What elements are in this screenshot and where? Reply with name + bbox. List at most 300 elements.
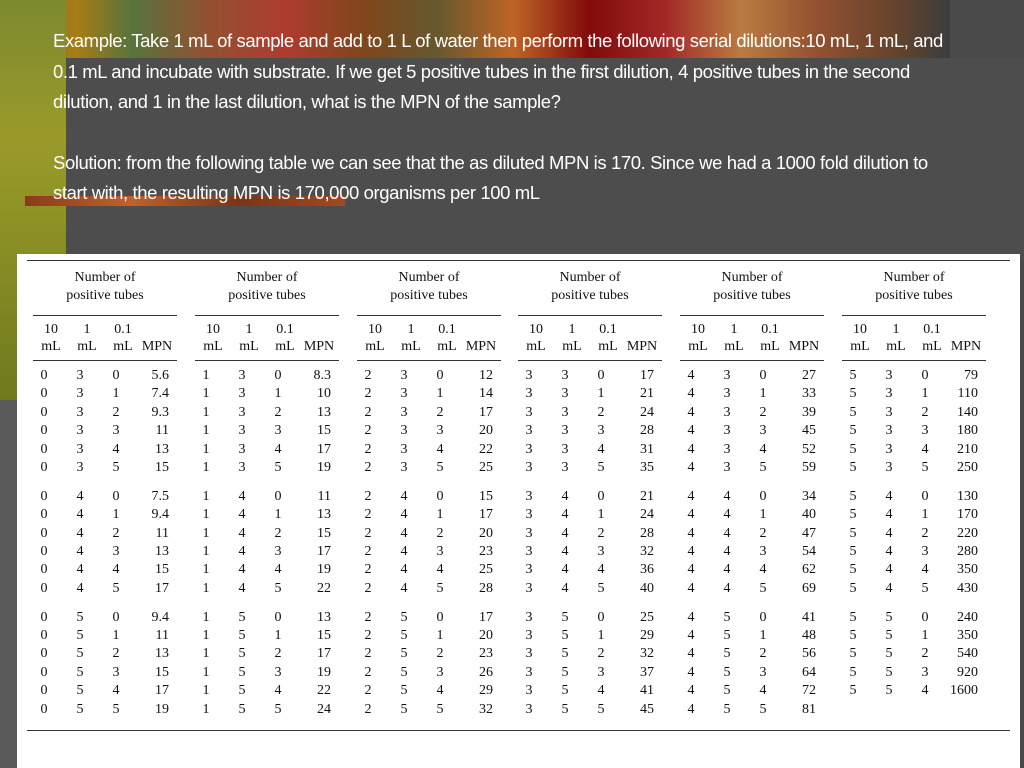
table-row [838, 441, 990, 459]
mpn-value: 7.5 [151, 488, 169, 504]
column-header-line2: mL [688, 339, 708, 354]
table-row [514, 543, 666, 561]
tube-count: 1 [202, 628, 210, 644]
tube-count: 3 [759, 544, 767, 560]
tube-count: 5 [561, 609, 569, 625]
mpn-value: 62 [802, 562, 816, 578]
tube-count: 5 [723, 683, 731, 699]
group-header [29, 264, 181, 309]
tube-count: 0 [274, 368, 282, 383]
tube-count: 2 [436, 525, 444, 541]
mpn-value: 22 [479, 441, 493, 457]
table-row [29, 367, 181, 385]
table-row [514, 580, 666, 598]
column-header [842, 321, 878, 355]
tube-count: 2 [436, 646, 444, 662]
table-row [514, 367, 666, 385]
tube-count: 0 [921, 609, 929, 625]
tube-count: 3 [238, 459, 246, 475]
mpn-value: 15 [155, 562, 169, 578]
mpn-value: 5.6 [151, 368, 169, 383]
tube-count: 1 [202, 488, 210, 504]
mpn-value: 27 [802, 368, 816, 383]
tube-count: 3 [597, 423, 605, 439]
tube-count: 3 [561, 441, 569, 457]
tube-count: 5 [436, 701, 444, 717]
tube-count: 3 [112, 423, 120, 439]
mpn-value: 45 [802, 423, 816, 439]
table-row [353, 664, 505, 682]
tube-count: 2 [364, 609, 372, 625]
tube-count: 3 [112, 664, 120, 680]
tube-count: 0 [436, 609, 444, 625]
table-row [353, 525, 505, 543]
group-header-line2: positive tubes [875, 288, 953, 303]
tube-count: 3 [561, 368, 569, 383]
block-gap [838, 598, 990, 609]
column-header [948, 321, 984, 355]
tube-count: 5 [238, 628, 246, 644]
block-gap [353, 477, 505, 488]
mpn-value: 36 [640, 562, 654, 578]
tube-count: 5 [885, 683, 893, 699]
mpn-value: 39 [802, 404, 816, 420]
tube-count: 1 [202, 525, 210, 541]
mpn-value: 240 [957, 609, 978, 625]
tube-count: 3 [400, 459, 408, 475]
column-header-line1: 1 [892, 322, 900, 337]
tube-count: 1 [597, 507, 605, 523]
group-header-line2: positive tubes [66, 288, 144, 303]
column-header-line2: MPN [303, 339, 335, 354]
table-row [29, 459, 181, 477]
tube-count: 4 [597, 441, 605, 457]
tube-count: 1 [112, 628, 120, 644]
tube-count: 0 [112, 488, 120, 504]
mpn-value: 15 [317, 525, 331, 541]
tube-count: 5 [885, 664, 893, 680]
column-headers [29, 316, 181, 360]
tube-count: 4 [76, 580, 84, 596]
tube-count: 3 [885, 459, 893, 475]
column-header-line1: 10 [853, 322, 867, 337]
table-row [353, 682, 505, 700]
column-header-line2: mL [598, 339, 618, 354]
column-header-line1 [301, 321, 337, 338]
tube-count: 5 [76, 609, 84, 625]
tube-count: 4 [561, 562, 569, 578]
table-group [29, 264, 181, 719]
tube-count: 5 [849, 562, 857, 578]
tube-count: 3 [76, 386, 84, 402]
block-gap [838, 477, 990, 488]
column-headers [676, 316, 828, 360]
tube-count: 5 [76, 683, 84, 699]
column-header-line1 [624, 321, 660, 338]
tube-count: 1 [436, 507, 444, 523]
tube-count: 1 [759, 386, 767, 402]
tube-count: 0 [40, 628, 48, 644]
tube-count: 2 [759, 525, 767, 541]
tube-count: 5 [849, 544, 857, 560]
column-header-line1: 1 [730, 322, 738, 337]
tube-count: 5 [723, 664, 731, 680]
tube-count: 4 [400, 488, 408, 504]
tube-count: 0 [40, 544, 48, 560]
tube-count: 3 [885, 404, 893, 420]
tube-count: 5 [849, 683, 857, 699]
mpn-value: 17 [317, 544, 331, 560]
tube-count: 4 [921, 441, 929, 457]
mpn-value: 17 [479, 507, 493, 523]
tube-count: 4 [274, 441, 282, 457]
mpn-value: 29 [479, 683, 493, 699]
mpn-value: 180 [957, 423, 978, 439]
mpn-value: 430 [957, 580, 978, 596]
tube-count: 4 [687, 683, 695, 699]
block-gap [514, 598, 666, 609]
tube-count: 4 [687, 386, 695, 402]
block-gap [676, 598, 828, 609]
tube-count: 0 [40, 507, 48, 523]
column-header [69, 321, 105, 355]
group-header [676, 264, 828, 309]
tube-count: 1 [921, 628, 929, 644]
tube-count: 1 [112, 386, 120, 402]
mpn-value: 56 [802, 646, 816, 662]
tube-count: 5 [597, 580, 605, 596]
table-row [676, 367, 828, 385]
mpn-value: 250 [957, 459, 978, 475]
mpn-value: 64 [802, 664, 816, 680]
mpn-value: 14 [479, 386, 493, 402]
mpn-value: 13 [155, 646, 169, 662]
tube-count: 3 [885, 423, 893, 439]
column-header-line1: 10 [44, 322, 58, 337]
tube-count: 5 [238, 683, 246, 699]
solution-paragraph: Solution: from the following table we can see that the as diluted MPN is 170. Since we had a 1000 fold dilution to start with, the resulting MPN is 170,000 organisms per 100 mL [53, 151, 928, 203]
tube-count: 3 [723, 423, 731, 439]
tube-count: 4 [238, 544, 246, 560]
tube-count: 5 [112, 580, 120, 596]
group-header [353, 264, 505, 309]
table-row [191, 682, 343, 700]
column-header [105, 321, 141, 355]
tube-count: 0 [921, 488, 929, 504]
tube-count: 4 [723, 488, 731, 504]
table-row [353, 506, 505, 524]
mpn-value: 20 [479, 423, 493, 439]
mpn-value: 25 [479, 459, 493, 475]
table-row [514, 627, 666, 645]
tube-count: 4 [687, 507, 695, 523]
tube-count: 4 [687, 628, 695, 644]
tube-count: 4 [274, 683, 282, 699]
mpn-value: 33 [802, 386, 816, 402]
tube-count: 5 [400, 683, 408, 699]
tube-count: 1 [202, 368, 210, 383]
tube-count: 5 [849, 525, 857, 541]
mpn-value: 20 [479, 525, 493, 541]
tube-count: 3 [561, 386, 569, 402]
tube-count: 4 [436, 683, 444, 699]
tube-count: 2 [597, 646, 605, 662]
column-header-line1 [786, 321, 822, 338]
tube-count: 5 [274, 459, 282, 475]
table-row [514, 441, 666, 459]
tube-count: 5 [849, 664, 857, 680]
table-row [29, 682, 181, 700]
mpn-value: 17 [640, 368, 654, 383]
column-header-line1 [139, 321, 175, 338]
mpn-value: 8.3 [313, 368, 331, 383]
tube-count: 5 [723, 628, 731, 644]
tube-count: 5 [400, 664, 408, 680]
tube-count: 0 [40, 423, 48, 439]
tube-count: 3 [76, 441, 84, 457]
group-header-line2: positive tubes [228, 288, 306, 303]
column-header [518, 321, 554, 355]
column-header-line1: 10 [206, 322, 220, 337]
table-row [191, 506, 343, 524]
tube-count: 5 [400, 628, 408, 644]
table-row [838, 385, 990, 403]
tube-count: 5 [436, 580, 444, 596]
table-row [676, 422, 828, 440]
tube-count: 2 [364, 525, 372, 541]
table-row [838, 488, 990, 506]
column-header [680, 321, 716, 355]
table-row [191, 561, 343, 579]
mpn-value: 28 [640, 525, 654, 541]
mpn-value: 20 [479, 628, 493, 644]
mpn-value: 17 [479, 609, 493, 625]
tube-count: 2 [921, 646, 929, 662]
tube-count: 4 [400, 544, 408, 560]
column-header-rule [357, 360, 501, 361]
group-header-line1: Number of [721, 270, 783, 285]
table-row [353, 609, 505, 627]
tube-count: 4 [400, 507, 408, 523]
tube-count: 3 [525, 646, 533, 662]
tube-count: 1 [202, 507, 210, 523]
tube-count: 5 [723, 701, 731, 717]
tube-count: 2 [364, 701, 372, 717]
tube-count: 2 [364, 459, 372, 475]
tube-count: 3 [921, 664, 929, 680]
tube-count: 4 [885, 488, 893, 504]
table-row [29, 385, 181, 403]
tube-count: 5 [76, 664, 84, 680]
column-header-line1: 10 [368, 322, 382, 337]
column-header-rule [518, 360, 662, 361]
tube-count: 3 [76, 423, 84, 439]
column-header [786, 321, 822, 355]
column-header-line2: MPN [626, 339, 658, 354]
tube-count: 2 [364, 580, 372, 596]
tube-count: 3 [400, 404, 408, 420]
tube-count: 0 [40, 386, 48, 402]
tube-count: 0 [274, 488, 282, 504]
tube-count: 3 [525, 580, 533, 596]
mpn-value: 19 [155, 701, 169, 717]
mpn-value: 17 [155, 683, 169, 699]
mpn-value: 52 [802, 441, 816, 457]
tube-count: 5 [849, 609, 857, 625]
tube-count: 0 [436, 368, 444, 383]
mpn-value: 280 [957, 544, 978, 560]
table-row [353, 367, 505, 385]
table-row [514, 488, 666, 506]
column-header [195, 321, 231, 355]
tube-count: 4 [112, 441, 120, 457]
tube-count: 4 [238, 507, 246, 523]
column-header-line1: 0.1 [761, 322, 779, 337]
column-headers [191, 316, 343, 360]
tube-count: 3 [525, 544, 533, 560]
tube-count: 1 [597, 628, 605, 644]
tube-count: 3 [400, 423, 408, 439]
tube-count: 3 [723, 368, 731, 383]
tube-count: 4 [76, 525, 84, 541]
tube-count: 4 [723, 580, 731, 596]
tube-count: 3 [274, 423, 282, 439]
mpn-value: 19 [317, 664, 331, 680]
tube-count: 2 [274, 404, 282, 420]
tube-count: 5 [400, 646, 408, 662]
table-row [838, 609, 990, 627]
column-header-rule [33, 360, 177, 361]
mpn-value: 24 [640, 404, 654, 420]
group-header [838, 264, 990, 309]
column-headers [838, 316, 990, 360]
table-row [29, 561, 181, 579]
tube-count: 5 [561, 628, 569, 644]
tube-count: 4 [687, 404, 695, 420]
tube-count: 2 [364, 628, 372, 644]
tube-count: 3 [400, 368, 408, 383]
mpn-value: 13 [317, 609, 331, 625]
table-row [29, 441, 181, 459]
tube-count: 3 [525, 368, 533, 383]
mpn-value: 11 [155, 525, 169, 541]
tube-count: 4 [687, 488, 695, 504]
mpn-value: 69 [802, 580, 816, 596]
block-gap [29, 598, 181, 609]
tube-count: 0 [274, 609, 282, 625]
tube-count: 5 [76, 701, 84, 717]
group-header-line2: positive tubes [713, 288, 791, 303]
table-row [514, 404, 666, 422]
tube-count: 3 [525, 507, 533, 523]
column-header [139, 321, 175, 355]
tube-count: 0 [40, 609, 48, 625]
tube-count: 5 [238, 664, 246, 680]
mpn-value: 15 [479, 488, 493, 504]
tube-count: 3 [76, 404, 84, 420]
tube-count: 5 [76, 628, 84, 644]
tube-count: 2 [436, 404, 444, 420]
tube-count: 4 [238, 525, 246, 541]
table-row [514, 645, 666, 663]
table-row [514, 682, 666, 700]
table-row [676, 543, 828, 561]
column-header-line2: mL [724, 339, 744, 354]
tube-count: 3 [238, 386, 246, 402]
mpn-table [17, 254, 1020, 768]
tube-count: 1 [202, 441, 210, 457]
tube-count: 5 [561, 646, 569, 662]
table-row [191, 627, 343, 645]
group-header-line1: Number of [883, 270, 945, 285]
tube-count: 5 [76, 646, 84, 662]
table-row [353, 543, 505, 561]
column-header [752, 321, 788, 355]
mpn-value: 170 [957, 507, 978, 523]
tube-count: 1 [759, 628, 767, 644]
column-header-line2: mL [275, 339, 295, 354]
table-row [29, 701, 181, 719]
tube-count: 5 [759, 701, 767, 717]
mpn-value: 11 [317, 488, 331, 504]
tube-count: 2 [759, 404, 767, 420]
column-headers [353, 316, 505, 360]
tube-count: 4 [759, 562, 767, 578]
tube-count: 5 [849, 488, 857, 504]
tube-count: 0 [112, 609, 120, 625]
table-row [191, 404, 343, 422]
column-header-line2: mL [526, 339, 546, 354]
table-group [838, 264, 990, 701]
block-gap [676, 477, 828, 488]
mpn-value: 41 [802, 609, 816, 625]
table-row [514, 609, 666, 627]
mpn-value: 210 [957, 441, 978, 457]
mpn-value: 47 [802, 525, 816, 541]
tube-count: 4 [112, 683, 120, 699]
mpn-value: 29 [640, 628, 654, 644]
block-gap [514, 477, 666, 488]
column-header-line1: 10 [691, 322, 705, 337]
mpn-value: 24 [317, 701, 331, 717]
column-header-line2: mL [562, 339, 582, 354]
tube-count: 5 [849, 368, 857, 383]
mpn-value: 19 [317, 459, 331, 475]
slide-text [53, 26, 958, 209]
mpn-value: 920 [957, 664, 978, 680]
table-row [29, 627, 181, 645]
tube-count: 0 [40, 562, 48, 578]
mpn-value: 110 [957, 386, 978, 402]
table-row [676, 459, 828, 477]
tube-count: 3 [436, 423, 444, 439]
table-row [514, 701, 666, 719]
tube-count: 4 [723, 525, 731, 541]
mpn-value: 32 [479, 701, 493, 717]
table-row [353, 580, 505, 598]
tube-count: 4 [597, 683, 605, 699]
tube-count: 1 [202, 646, 210, 662]
mpn-value: 17 [317, 646, 331, 662]
tube-count: 4 [436, 562, 444, 578]
mpn-value: 35 [640, 459, 654, 475]
column-header-line2: MPN [465, 339, 497, 354]
mpn-value: 130 [957, 488, 978, 504]
tube-count: 2 [364, 562, 372, 578]
table-row [838, 422, 990, 440]
tube-count: 4 [687, 441, 695, 457]
mpn-value: 21 [640, 488, 654, 504]
